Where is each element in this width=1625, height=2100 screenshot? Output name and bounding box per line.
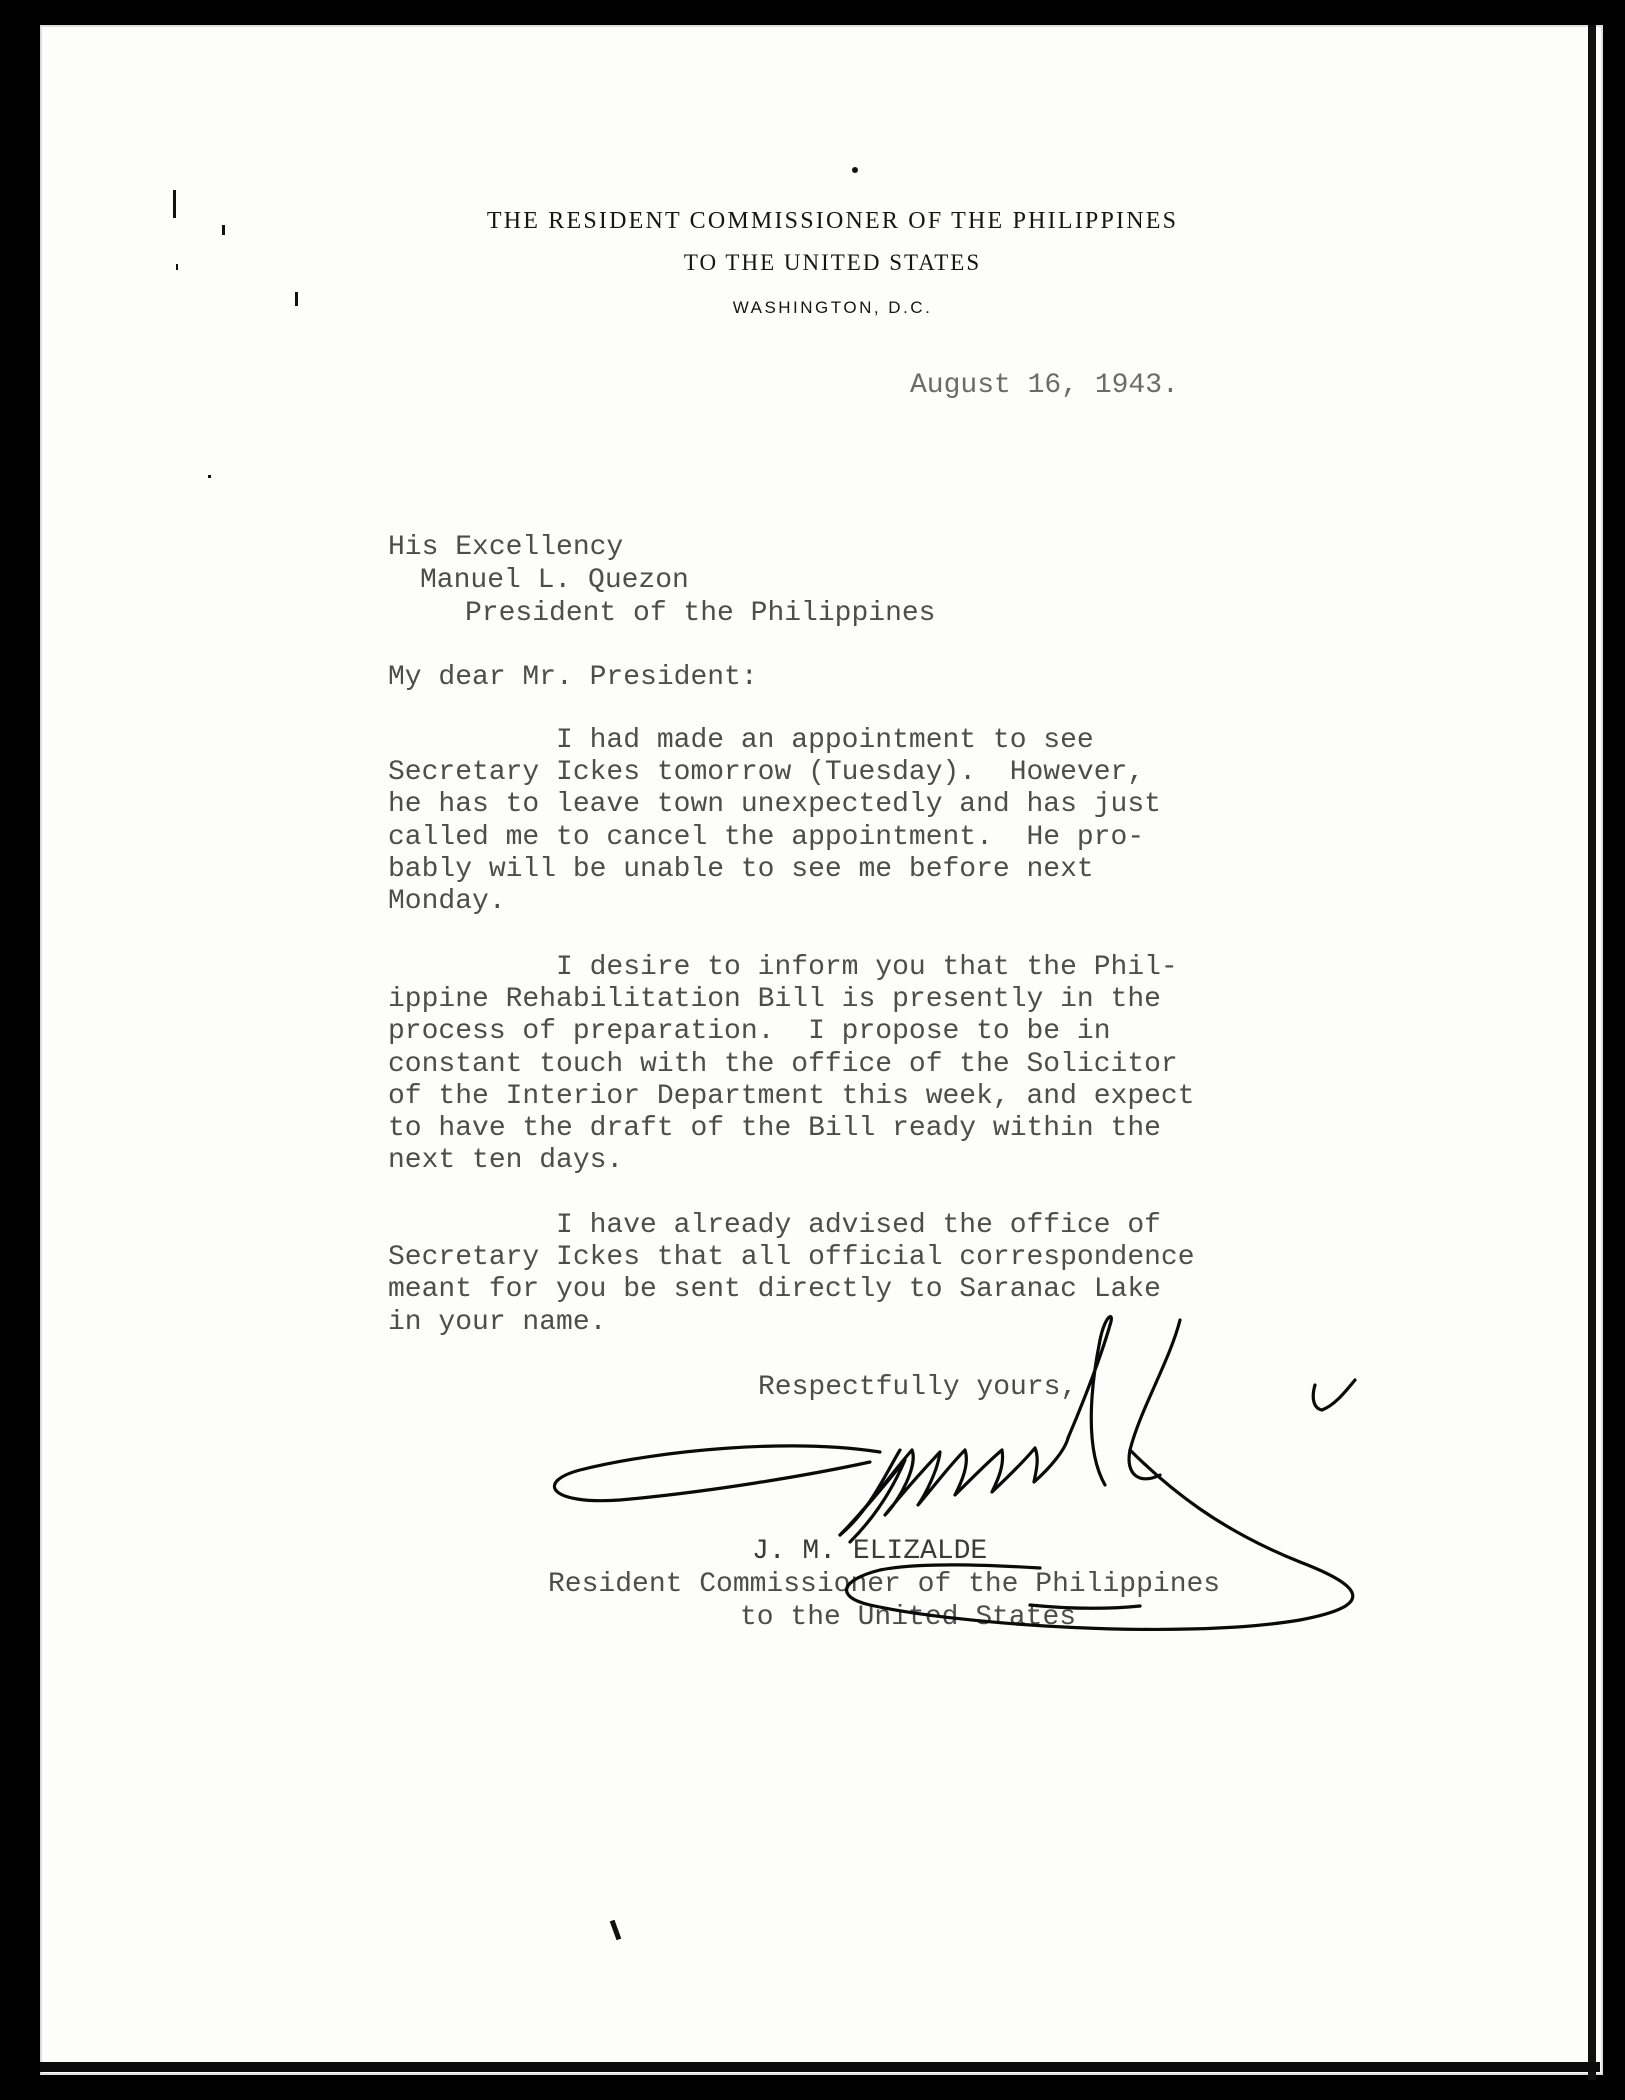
closing: Respectfully yours, [758, 1372, 1078, 1403]
body-paragraph-1: I had made an appointment to see Secretary Ickes tomorrow (Tuesday). However, he has to leave town unexpectedly and has just called me to cancel the appointment. He pro- bably will be unable to see me before next Monday. [388, 725, 1161, 918]
signatory-title: Resident Commissioner of the Philippines [548, 1569, 1221, 1600]
body-paragraph-3: I have already advised the office of Secretary Ickes that all official correspondence meant for you be sent directly to Saranac Lake in your name. [388, 1210, 1195, 1338]
page-edge-shadow [1588, 25, 1596, 2080]
signatory-name: J. M. ELIZALDE [752, 1536, 988, 1567]
recipient-name: Manuel L. Quezon [420, 565, 689, 596]
salutation: My dear Mr. President: [388, 662, 758, 693]
signatory-title-continued: to the United States [740, 1602, 1077, 1633]
letterhead-subtitle: TO THE UNITED STATES [683, 250, 982, 275]
letterhead-title: THE RESIDENT COMMISSIONER OF THE PHILIPPINES [486, 208, 1179, 234]
handwritten-signature [540, 1300, 1400, 1640]
scan-speck [852, 167, 858, 173]
recipient-title: President of the Philippines [465, 598, 936, 629]
recipient-honorific: His Excellency [388, 532, 624, 563]
page-bottom-shadow [40, 2062, 1600, 2072]
body-paragraph-2: I desire to inform you that the Phil- ippine Rehabilitation Bill is presently in the process of preparation. I propose to be in constant touch with the office of the Solicitor of the Interior Department this week, and expect to have the draft of the Bill ready within the next ten days. [388, 952, 1195, 1177]
letterhead-location: WASHINGTON, D.C. [732, 298, 933, 317]
letter-date: August 16, 1943. [910, 370, 1179, 401]
scan-speck [208, 475, 211, 478]
